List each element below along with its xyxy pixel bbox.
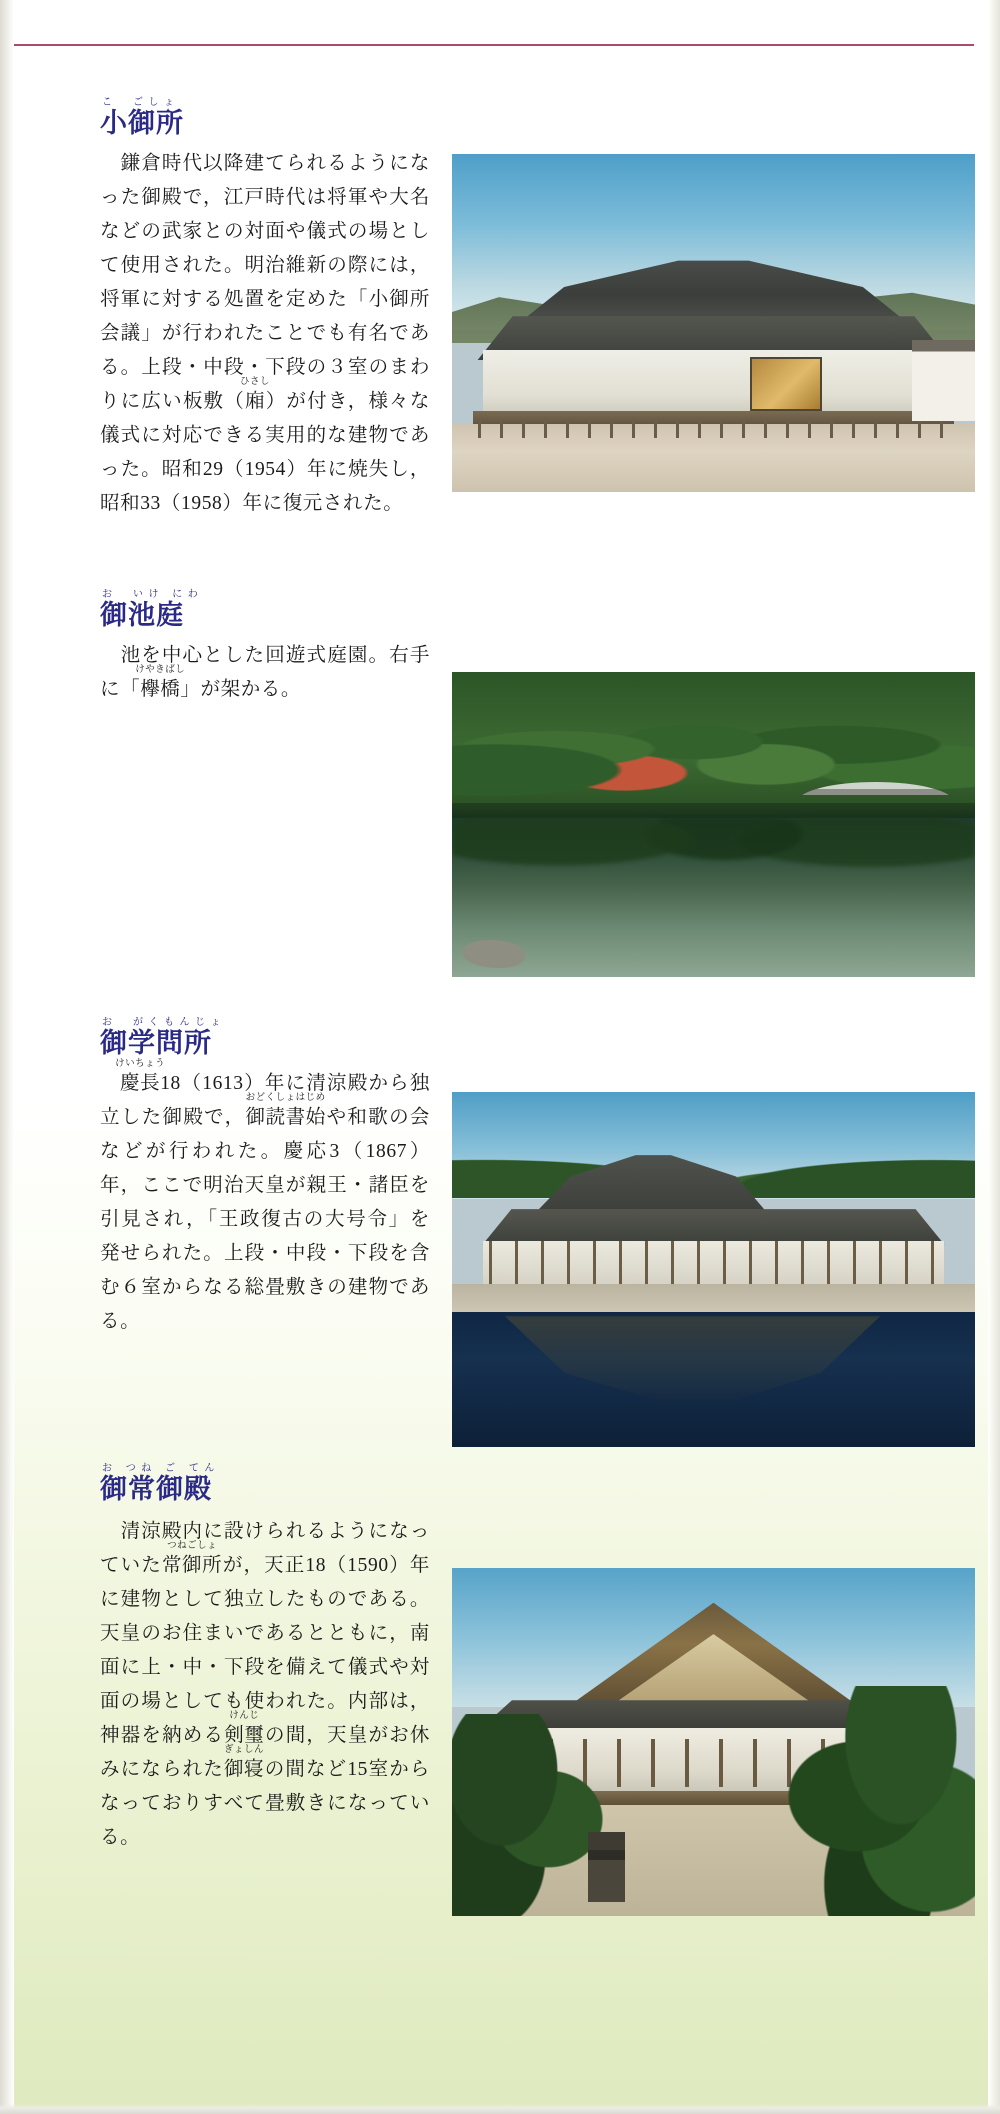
photo-pine-right [787, 1686, 975, 1916]
ogakumonjo-hall-photo [452, 1092, 975, 1447]
photo-wall [483, 350, 943, 414]
ogakumonjo-body: けいちょう 慶長18（1613）年に清涼殿から独立した御殿で， おどくしょはじめ 御読書始や和歌の会などが行われた。慶応3（1867）年，ここで明治天皇が親王・諸臣を引見され，「王政復古の大号令」を発せられた。上段・中段・下段を含む６室からなる総畳敷きの建物である。 [100, 1057, 430, 1332]
otsunegoten-hall-photo [452, 1568, 975, 1916]
photo-pillars [478, 421, 949, 438]
scan-edge-bottom [0, 2104, 1000, 2114]
oikeniwa-heading: 御池庭 [100, 600, 184, 630]
scan-edge-left [0, 0, 14, 2114]
photo-pine-left [452, 1714, 609, 1916]
ogakumonjo-heading: 御学問所 [100, 1028, 212, 1058]
kogosho-heading: 小御所 [100, 108, 184, 138]
ruby-gyoshin: ぎょしん 御寝 [223, 1743, 265, 1780]
photo-lower-roof [473, 1209, 954, 1245]
page-top-band [14, 0, 988, 44]
kogosho-heading-ruby: こ ごしょ [102, 97, 180, 108]
section-oikeniwa [100, 588, 430, 707]
ruby-keicho: けいちょう 慶長 [115, 1057, 166, 1094]
ruby-keyakibashi: けやきばし 欅橋 [135, 663, 186, 700]
photo-reflection [452, 818, 975, 922]
ruby-odokushohajime: おどくしょはじめ 御読書始 [245, 1091, 326, 1128]
ruby-hisashi: ひさし 廂 [240, 375, 271, 412]
photo-stone-lantern [588, 1832, 625, 1902]
ruby-kenji: けんじ 剣璽 [224, 1709, 265, 1746]
otsunegoten-body: 清涼殿内に設けられるようになっていた つねごしょ 常御所が，天正18（1590）年に建物として独立したものである。天皇のお住まいであるとともに，南面に上・中・下段を備えて儀式や対面の場としても使われた。内部は，神器を納める けんじ 剣璽の間，天皇がお休みになられた ぎょしん 御寝の間など15室からなっておりすべて畳敷きになっている。 [100, 1520, 430, 1848]
section-otsunegoten [100, 1462, 430, 1855]
section-ogakumonjo [100, 1016, 430, 1339]
otsunegoten-heading-ruby: お つね ご てん [102, 1463, 220, 1474]
photo-side-wall [912, 340, 975, 421]
kogosho-body: 鎌倉時代以降建てられるようになった御殿で，江戸時代は将軍や大名などの武家との対面や儀式の場として使用された。明治維新の際には，将軍に対する処置を定めた「小御所会議」が行われたことでも有名である。上段・中段・下段の３室のまわりに広い板敷（ ひさし 廂）が付き，様々な儀式に対応できる実用的な建物であった。昭和29（1954）年に焼失し，昭和33（1958）年に復元された。 [100, 152, 430, 514]
otsunegoten-heading: 御常御殿 [100, 1474, 212, 1504]
scan-edge-right [988, 0, 1000, 2114]
kogosho-hall-photo [452, 154, 975, 492]
photo-gold-door [750, 357, 822, 412]
ogakumonjo-heading-ruby: お がくもんじょ [102, 1017, 226, 1028]
oikeniwa-garden-photo [452, 672, 975, 977]
oikeniwa-heading-ruby: お いけ にわ [102, 589, 204, 600]
oikeniwa-body: 池を中心とした回遊式庭園。右手に「 けやきばし 欅橋」が架かる。 [100, 639, 430, 707]
section-kogosho [100, 96, 430, 521]
ruby-tsunegosho: つねごしょ 常御所 [161, 1539, 223, 1576]
photo-pillars [489, 1241, 939, 1284]
photo-gravel-ground [452, 1284, 975, 1316]
header-rule [14, 44, 974, 46]
